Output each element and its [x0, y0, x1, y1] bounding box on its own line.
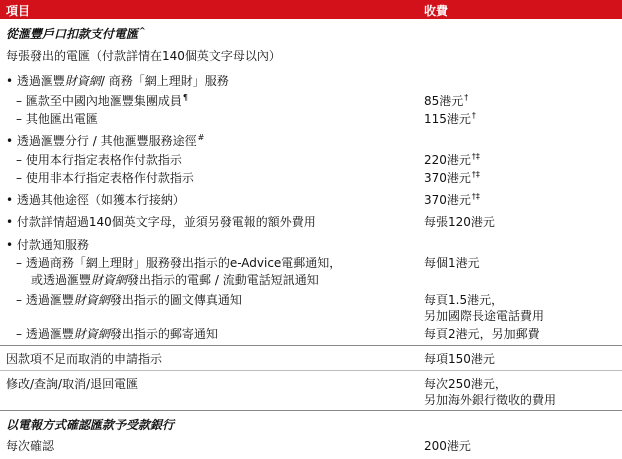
fee-value: 每項150港元 — [424, 352, 495, 366]
channel-other-label: • 透過其他途徑（如獲本行接納） — [6, 193, 185, 207]
sub-item-label: – 其他匯出電匯 — [16, 112, 98, 126]
divider — [0, 345, 622, 346]
channel-hsbcnet-label: • 透過滙豐財資網/ 商務「網上理財」服務 — [6, 74, 229, 88]
header-fee: 收費 — [424, 4, 449, 18]
sub-item-label: – 使用本行指定表格作付款指示 — [16, 153, 182, 167]
section-title: 從滙豐戶口扣款支付電匯^ — [6, 26, 146, 41]
divider — [0, 410, 622, 411]
sub-item-label: – 透過商務「網上理財」服務發出指示的e-Advice電郵通知， — [16, 256, 342, 270]
fee-value: 每個1港元 — [424, 256, 480, 270]
channel-branch-label: • 透過滙豐分行 / 其他滙豐服務途徑# — [6, 133, 205, 148]
sub-item-label: – 使用非本行指定表格作付款指示 — [16, 171, 194, 185]
fee-value: 370港元†‡ — [424, 192, 480, 207]
amend-row-label: 修改/查詢/取消/退回電匯 — [6, 377, 139, 391]
fee-value: 每次250港元， — [424, 377, 507, 391]
cancel-row-label: 因款項不足而取消的申請指示 — [6, 352, 163, 366]
confirm-label: 每次確認 — [6, 439, 55, 453]
table-header — [0, 0, 622, 19]
header-item: 項目 — [6, 4, 31, 18]
sub-item-label: – 匯款至中國內地滙豐集團成員¶ — [16, 93, 188, 108]
fee-value: 每頁2港元，另加郵費 — [424, 327, 540, 341]
per-remittance-text: 每張發出的電匯（付款詳情在140個英文字母以內） — [6, 49, 281, 63]
divider — [0, 370, 622, 371]
fee-value: 每頁1.5港元， — [424, 293, 504, 307]
fee-value: 200港元 — [424, 439, 471, 453]
sub-item-label: – 透過滙豐財資網發出指示的圖文傳真通知 — [16, 293, 242, 307]
notify-label: • 付款通知服務 — [6, 238, 89, 252]
fee-value: 220港元†‡ — [424, 152, 480, 167]
sub-item-label: 或透過滙豐財資網發出指示的電郵 / 流動電話短訊通知 — [31, 273, 319, 287]
section-title: 以電報方式確認匯款予受款銀行 — [6, 418, 175, 432]
extra-fee-label: • 付款詳情超過140個英文字母，並須另發電報的額外費用 — [6, 215, 316, 229]
sub-item-label: – 透過滙豐財資網發出指示的郵寄通知 — [16, 327, 218, 341]
fee-value: 85港元† — [424, 93, 469, 108]
fee-value: 370港元†‡ — [424, 170, 480, 185]
fee-value: 115港元† — [424, 111, 476, 126]
fee-value: 每張120港元 — [424, 215, 495, 229]
fee-value: 另加國際長途電話費用 — [424, 309, 545, 323]
fee-value: 另加海外銀行徵收的費用 — [424, 393, 557, 407]
